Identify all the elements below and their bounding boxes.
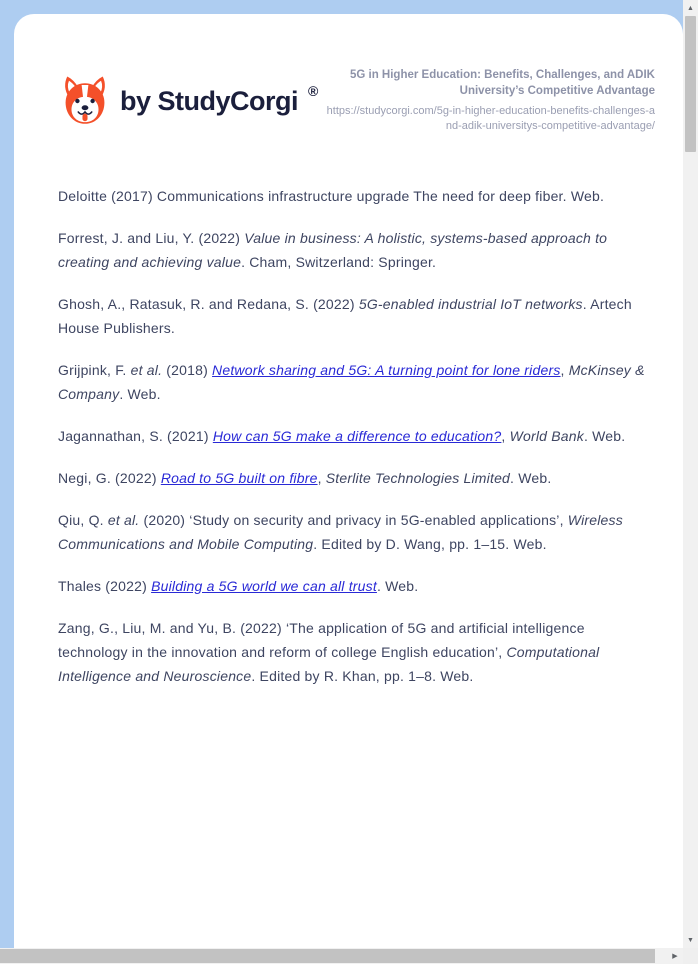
scroll-right-arrow-icon[interactable]: ▶ [672,953,678,960]
reference-text: Zang, G., Liu, M. and Yu, B. (2022) ‘The application of 5G and artificial intelligence technology in the innovation and reform of college English education’, [58,619,585,660]
reference-text: . Cham, Switzerland: Springer. [241,253,437,270]
reference-entry [58,616,655,688]
reference-link[interactable]: Network sharing and 5G: A turning point for lone riders [212,361,561,378]
reference-link[interactable]: Road to 5G built on fibre [160,469,318,486]
scrollbar-corner [683,948,698,964]
reference-entry [58,574,655,598]
reference-text: Ghosh, A., Ratasuk, R. and Redana, S. (2022) [58,295,359,312]
reference-text: Deloitte (2017) Communications infrastructure upgrade The need for deep fiber. Web. [58,187,605,204]
scroll-up-arrow-icon[interactable]: ▲ [687,4,694,12]
reference-italic-text: et al. [107,511,140,528]
reference-text: , [317,469,326,486]
document-meta [325,64,655,134]
reference-text: (2018) [162,361,213,378]
reference-text: Grijpink, F. [58,361,131,378]
registered-trademark-symbol: ® [308,83,319,99]
reference-italic-text: McKinsey & Company [58,361,645,402]
logo-text: by StudyCorgi [120,85,299,116]
document-source-url: https://studycorgi.com/5g-in-higher-education-benefits-challenges-and-adik-universitys-competitive-advantage/ [326,105,655,132]
reference-text: . Web. [510,469,552,486]
reference-text: Forrest, J. and Liu, Y. (2022) [58,229,245,246]
reference-link[interactable]: Building a 5G world we can all trust [151,577,377,594]
reference-text: Jagannathan, S. (2021) [58,427,213,444]
studycorgi-logo [58,72,318,130]
reference-text: . Artech House Publishers. [58,295,632,336]
reference-italic-text: Wireless Communications and Mobile Computing [58,511,623,552]
reference-entry [58,466,655,490]
reference-entry [58,508,655,556]
document-title: 5G in Higher Education: Benefits, Challenges, and ADIK University’s Competitive Advantage [349,69,655,97]
reference-text: . Web. [376,577,419,594]
reference-text: , [560,361,569,378]
reference-italic-text: World Bank [509,427,584,444]
reference-text: . Web. [583,427,626,444]
reference-italic-text: Value in business: A holistic, systems-based approach to creating and achieving value [58,229,608,270]
reference-italic-text: 5G-enabled industrial IoT networks [358,295,583,312]
reference-entry [58,424,655,448]
reference-entry [58,184,655,208]
references-list [14,134,683,688]
reference-text: Thales (2022) [58,577,152,594]
vertical-scrollbar-track[interactable] [683,0,698,948]
reference-text: (2020) ‘Study on security and privacy in 5G-enabled applications’, [139,511,568,528]
reference-italic-text: Computational Intelligence and Neuroscience [58,643,600,684]
reference-italic-text: Sterlite Technologies Limited [325,469,511,486]
reference-text: . Web. [119,385,161,402]
reference-link[interactable]: How can 5G make a difference to education? [212,427,502,444]
horizontal-scrollbar-track[interactable] [0,948,683,964]
document-header [14,14,683,134]
vertical-scrollbar-thumb[interactable] [685,16,696,152]
reference-text: . Edited by D. Wang, pp. 1–15. Web. [313,535,547,552]
horizontal-scrollbar-thumb[interactable] [0,949,655,963]
reference-text: Qiu, Q. [58,511,108,528]
corgi-logo-icon [58,72,112,130]
reference-entry [58,292,655,340]
reference-text: Negi, G. (2022) [58,469,161,486]
document-page [14,14,683,948]
reference-entry [58,226,655,274]
reference-text: . Edited by R. Khan, pp. 1–8. Web. [251,667,474,684]
reference-entry [58,358,655,406]
reference-italic-text: et al. [130,361,163,378]
scroll-down-arrow-icon[interactable]: ▼ [687,936,694,944]
reference-text: , [501,427,510,444]
